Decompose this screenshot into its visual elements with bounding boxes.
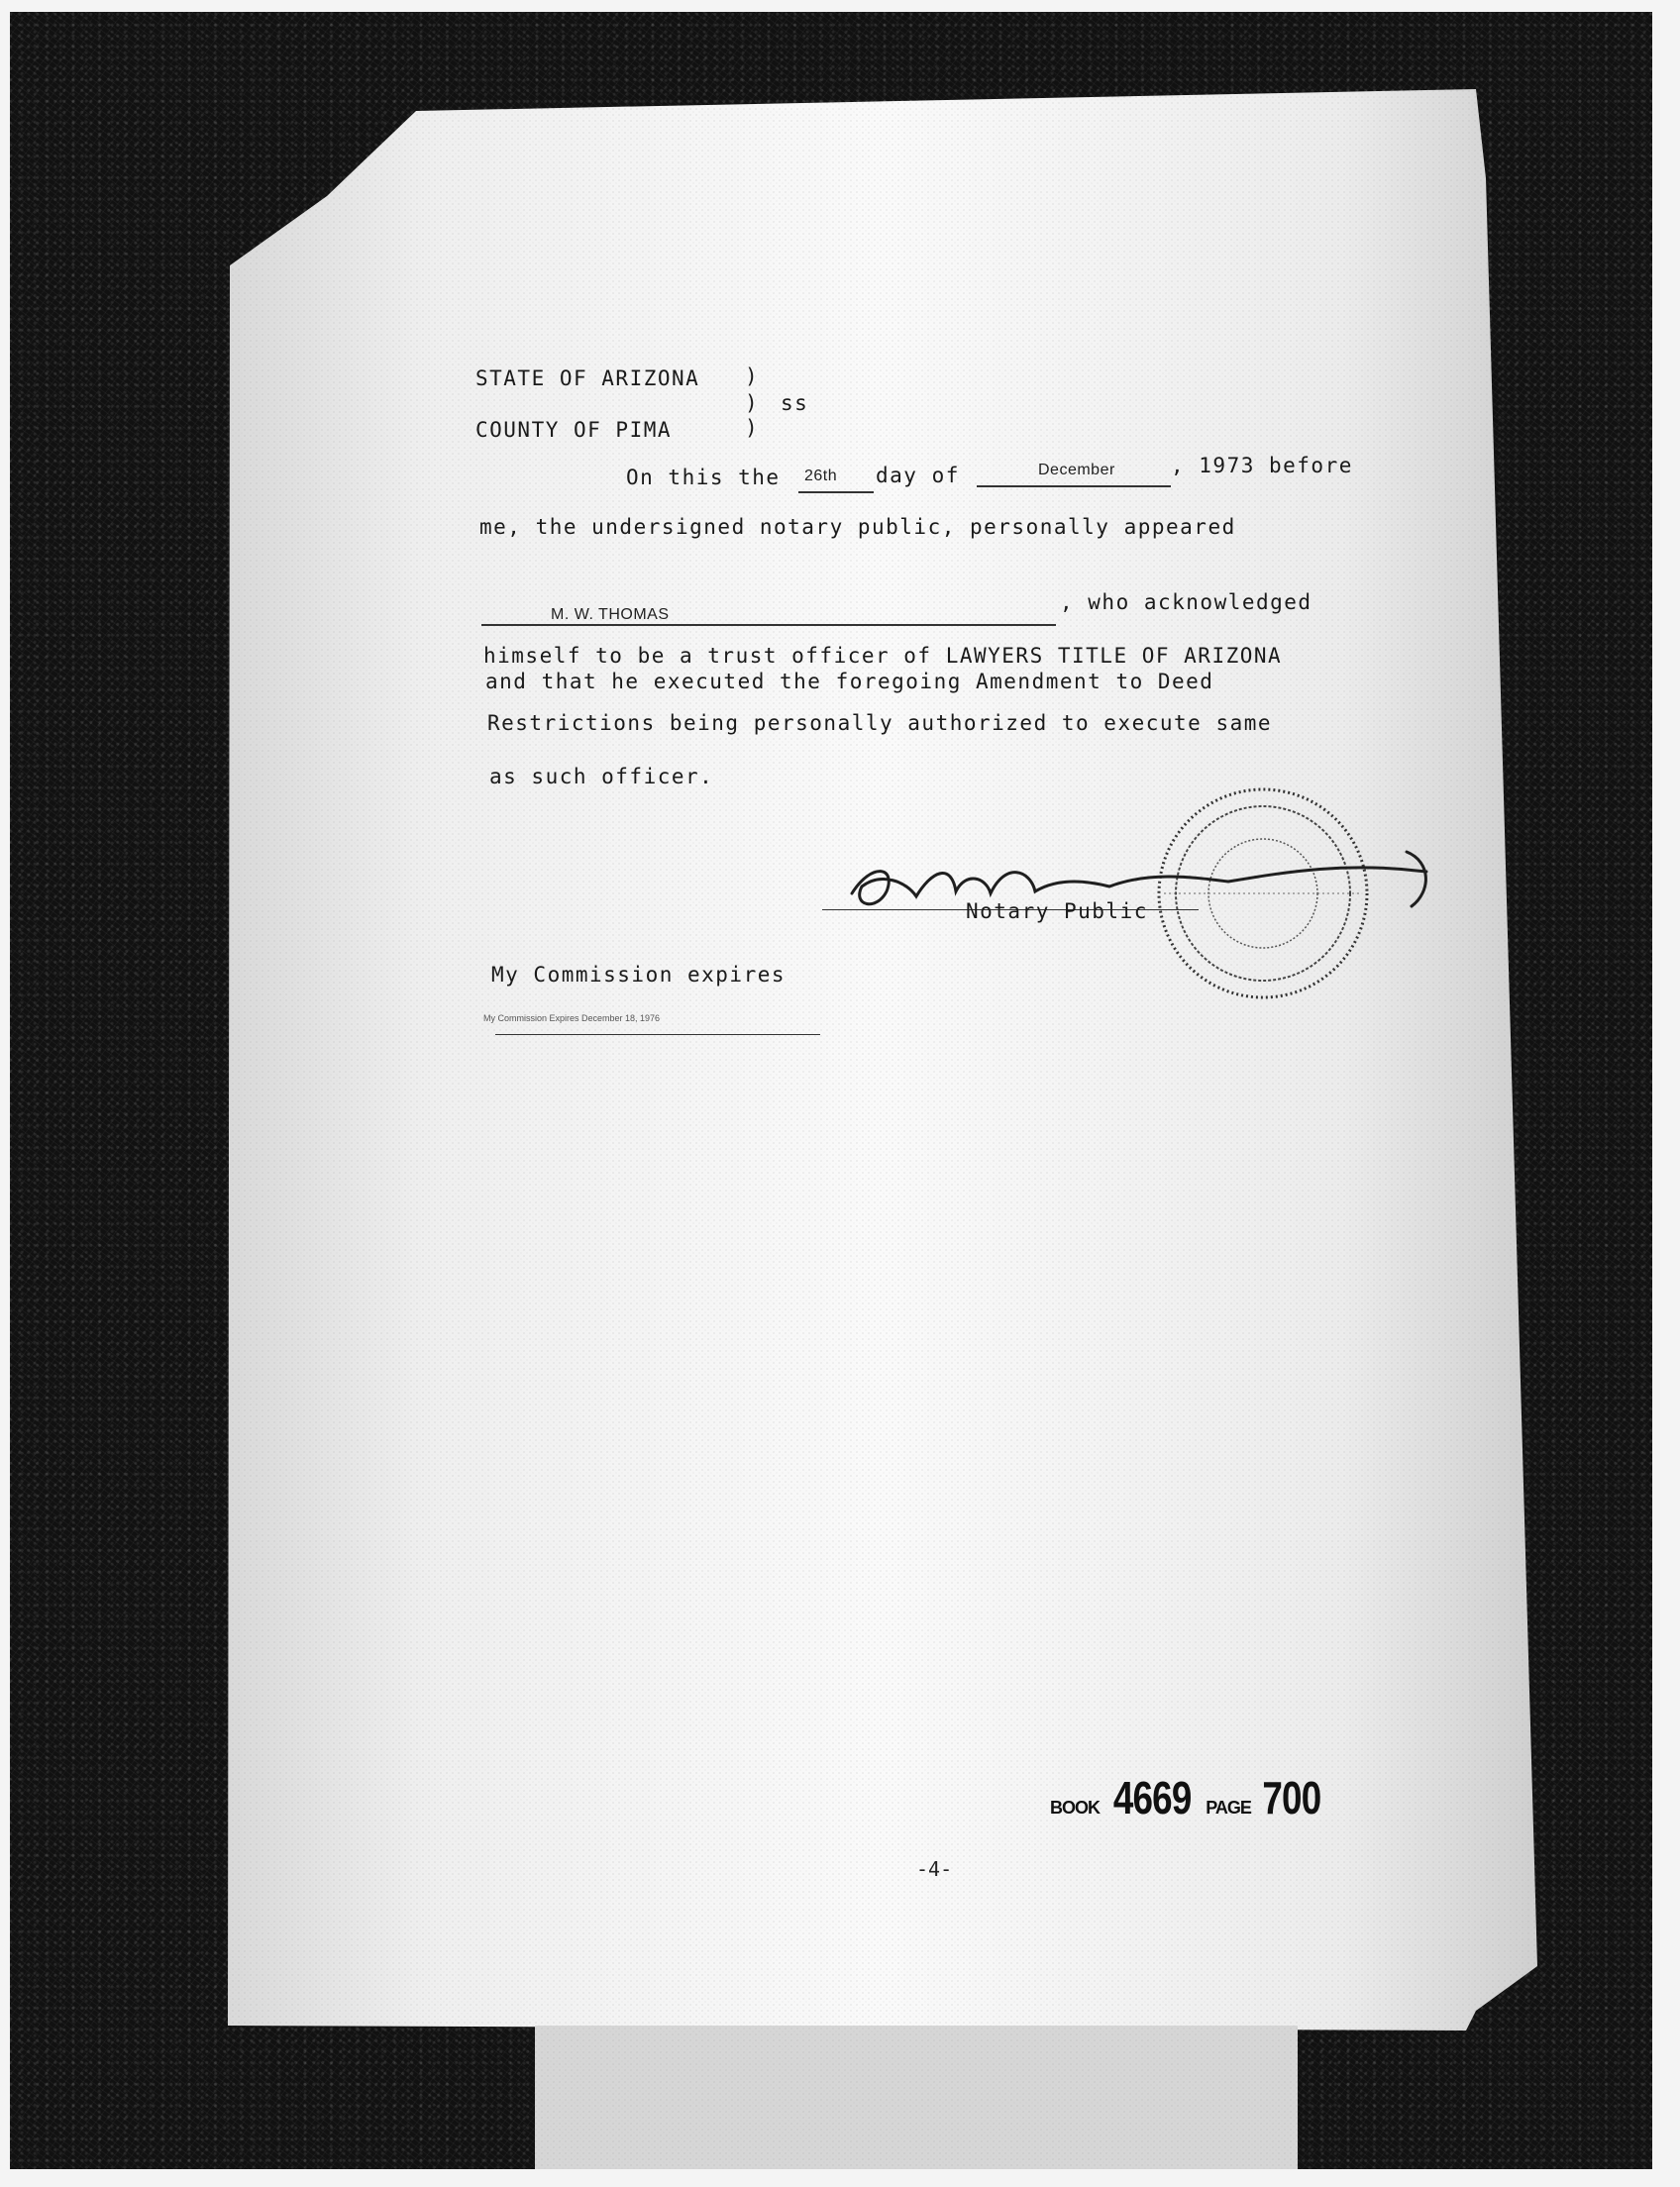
acknowledgment-day: 26th <box>804 468 838 484</box>
acknowledgment-line-3-suffix: , who acknowledged <box>1060 590 1312 614</box>
venue-ss: ss <box>781 391 809 415</box>
recording-reference <box>1050 1771 1328 1824</box>
acknowledgment-line-5: and that he executed the foregoing Amendment to Deed <box>485 670 1214 693</box>
acknowledgment-line-4: himself to be a trust officer of LAWYERS TITLE OF ARIZONA <box>483 644 1283 668</box>
page-number: 700 <box>1262 1772 1321 1823</box>
signature-role: Notary Public <box>966 899 1148 923</box>
venue-state: STATE OF ARIZONA <box>475 366 700 390</box>
page-marker: -4- <box>916 1857 953 1881</box>
acknowledgment-line-1-prefix: On this the <box>626 466 781 489</box>
page-label: PAGE <box>1206 1798 1251 1818</box>
commission-underline <box>495 1034 820 1035</box>
bracket-top: ) <box>745 364 758 388</box>
acknowledgment-line-1-suffix: , 1973 before <box>1171 454 1353 477</box>
book-label: BOOK <box>1050 1798 1100 1818</box>
acknowledgment-line-6: Restrictions being personally authorized to execute same <box>487 711 1273 735</box>
venue-county: COUNTY OF PIMA <box>475 418 673 442</box>
day-underline <box>798 491 874 493</box>
acknowledgment-line-7: as such officer. <box>489 765 714 788</box>
bracket-bottom: ) <box>745 416 758 440</box>
commission-label: My Commission expires <box>491 963 787 987</box>
acknowledgment-line-2: me, the undersigned notary public, personally appeared <box>479 515 1236 539</box>
book-number: 4669 <box>1113 1772 1192 1823</box>
appearing-party-name: M. W. THOMAS <box>551 606 670 623</box>
acknowledgment-month: December <box>1038 462 1115 478</box>
name-underline <box>481 624 1056 626</box>
bracket-mid: ) <box>745 391 758 415</box>
commission-date-stamp: My Commission Expires December 18, 1976 <box>483 1013 661 1023</box>
acknowledgment-line-1-mid: day of <box>876 464 960 487</box>
month-underline <box>977 485 1171 487</box>
